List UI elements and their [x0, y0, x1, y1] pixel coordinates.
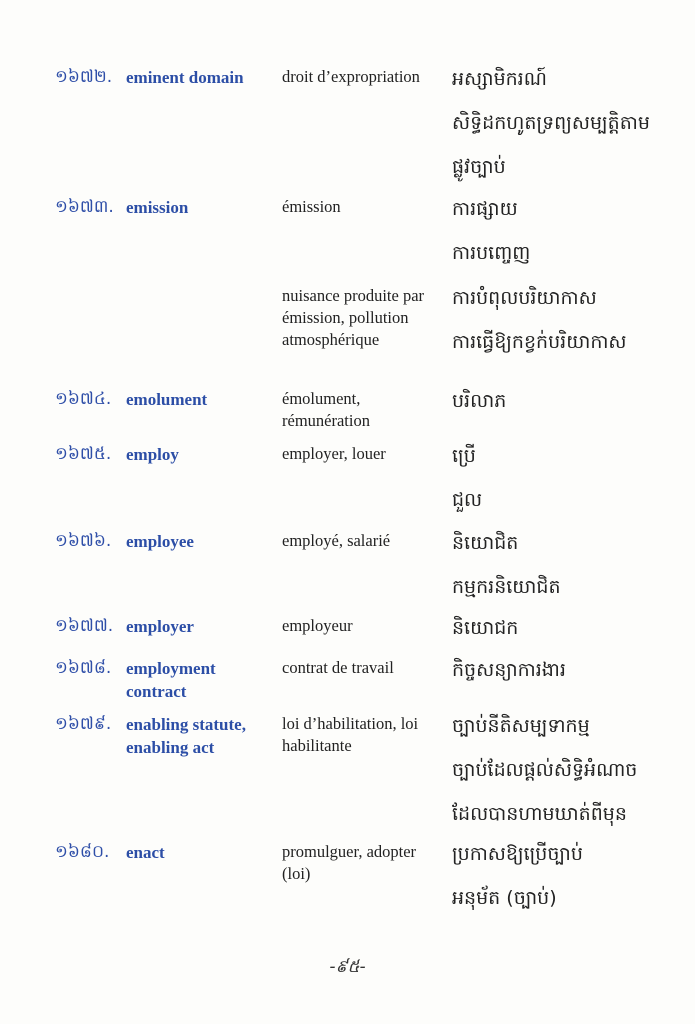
khmer-line: ច្បាប់នីតិសម្បទាកម្ម	[452, 715, 590, 737]
english-term: employer	[126, 617, 194, 636]
entry-number: ១៦៧៥.	[55, 444, 112, 464]
khmer-line: កិច្ចសន្យាការងារ	[452, 659, 566, 681]
khmer-line: និយោជិត	[452, 532, 519, 554]
french-text: contrat de travail	[282, 658, 394, 677]
french-text: nuisance produite par émission, pollution atmosphérique	[282, 286, 425, 349]
entry-number: ១៦៧៨.	[55, 658, 112, 678]
page-number: -៩៥-	[329, 957, 366, 977]
khmer-line: សិទ្ធិដកហូតទ្រព្យសម្បត្តិតាម	[452, 112, 650, 134]
khmer-line: អនុម័ត (ច្បាប់)	[452, 887, 557, 909]
french-translation	[282, 713, 447, 757]
entry-number: ១៦៧៧.	[55, 616, 114, 636]
french-text: émolument, rémunération	[282, 389, 370, 430]
khmer-translation	[452, 657, 687, 701]
english-term: emolument	[126, 390, 208, 409]
english-term: enact	[126, 843, 165, 862]
english-term: emission	[126, 198, 189, 217]
khmer-line: បរិលាភ	[452, 390, 507, 412]
french-text: employé, salarié	[282, 531, 391, 550]
khmer-translation	[452, 285, 687, 373]
khmer-translation	[452, 530, 687, 618]
french-text: employeur	[282, 616, 353, 635]
entry-number: ១៦៧៦.	[55, 531, 112, 551]
french-translation	[282, 443, 447, 465]
entry-number: ១៦៧៣.	[55, 197, 114, 217]
french-translation	[282, 657, 447, 679]
english-term: employee	[126, 532, 194, 551]
french-text: droit d’expropriation	[282, 67, 420, 86]
english-term: employment contract	[126, 659, 216, 701]
french-translation	[282, 388, 447, 432]
french-translation	[282, 285, 447, 351]
khmer-translation	[452, 66, 687, 198]
khmer-line: កម្មករនិយោជិត	[452, 576, 561, 598]
french-translation	[282, 530, 447, 552]
khmer-line: អស្សាមិករណ៍	[452, 68, 547, 90]
english-term: employ	[126, 445, 179, 464]
khmer-translation	[452, 196, 687, 284]
khmer-line: ការផ្សាយ	[452, 198, 518, 220]
french-text: promulguer, adopter (loi)	[282, 842, 417, 883]
french-translation	[282, 196, 447, 218]
khmer-line: ប្រកាសឱ្យប្រើច្បាប់	[452, 843, 583, 865]
english-term: eminent domain	[126, 68, 244, 87]
french-translation	[282, 841, 447, 885]
french-text: employer, louer	[282, 444, 386, 463]
french-text: loi d’habilitation, loi habilitante	[282, 714, 419, 755]
french-text: émission	[282, 197, 341, 216]
khmer-line: ដែលបានហាមឃាត់ពីមុន	[452, 803, 627, 825]
english-term: enabling statute, enabling act	[126, 715, 246, 757]
khmer-translation	[452, 388, 687, 432]
khmer-line: ការធ្វើឱ្យកខ្វក់បរិយាកាស	[452, 331, 627, 353]
khmer-translation	[452, 615, 687, 659]
khmer-line: ច្បាប់ដែលផ្តល់សិទ្ធិអំណាច	[452, 759, 638, 781]
entry-number: ១៦៧២.	[55, 67, 113, 87]
khmer-translation	[452, 443, 687, 531]
khmer-line: ផ្លូវច្បាប់	[452, 156, 506, 178]
french-translation	[282, 66, 447, 88]
entry-number: ១៦៧៤.	[55, 389, 112, 409]
khmer-line: ការបំពុលបរិយាកាស	[452, 287, 597, 309]
khmer-line: ប្រើ	[452, 445, 476, 467]
khmer-line: ជួល	[452, 489, 483, 511]
khmer-line: និយោជក	[452, 617, 519, 639]
khmer-translation	[452, 713, 687, 845]
french-translation	[282, 615, 447, 637]
entry-number: ១៦៨០.	[55, 842, 110, 862]
khmer-line: ការបញ្ចេញ	[452, 242, 531, 264]
khmer-translation	[452, 841, 687, 929]
entry-number: ១៦៧៩.	[55, 714, 112, 734]
